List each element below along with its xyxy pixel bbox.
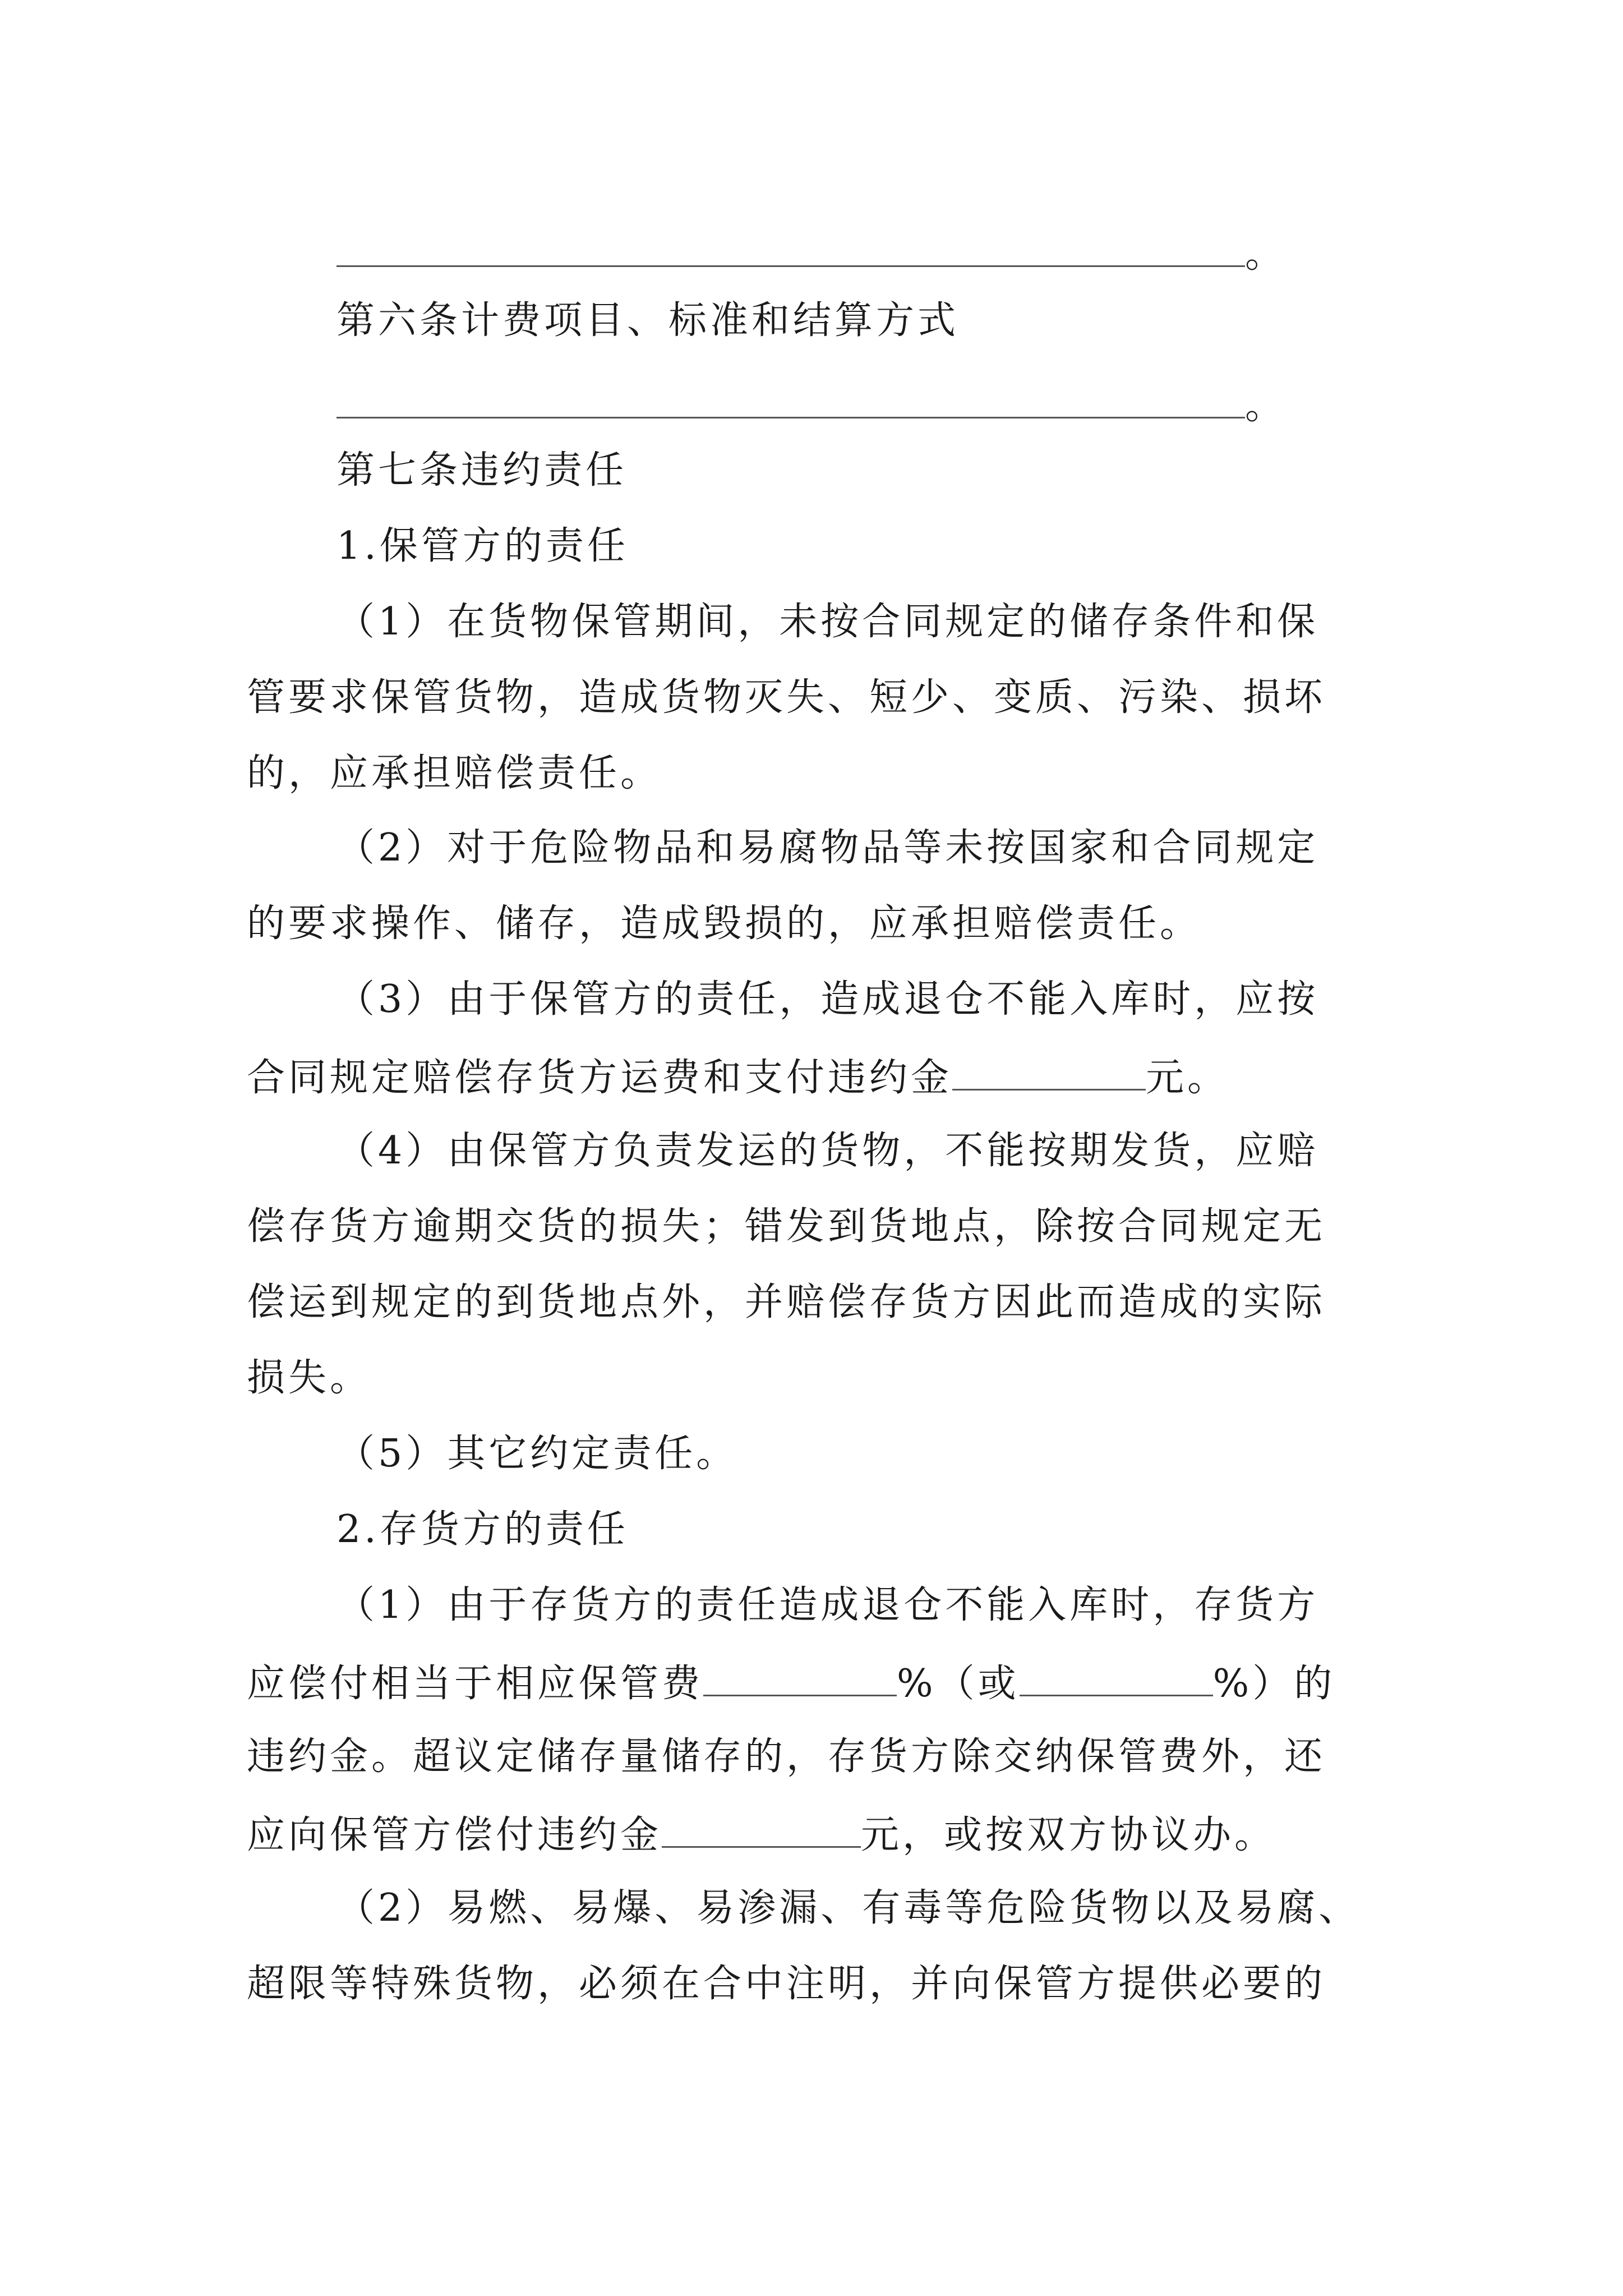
fill-in-blank [662, 1814, 861, 1848]
text-segment: 1.保管方的责任 [336, 524, 629, 568]
paragraph-line [247, 1734, 1326, 1779]
text-segment: （1）在货物保管期间，未按合同规定的储存条件和保 [336, 600, 1319, 644]
blank-line-article-5-end [336, 232, 1287, 277]
text-segment: （2）对于危险物品和易腐物品等未按国家和合同规定 [336, 826, 1319, 870]
text-segment: 。 [1245, 232, 1287, 277]
fill-in-blank [703, 1662, 897, 1696]
paragraph-line [336, 1129, 1319, 1173]
text-segment: 第六条计费项目、标准和结算方式 [336, 298, 960, 343]
text-segment: 管要求保管货物，造成货物灭失、短少、变质、污染、损坏 [247, 675, 1326, 720]
paragraph-line [247, 1204, 1326, 1249]
fill-in-blank [336, 233, 1245, 267]
text-segment: 合同规定赔偿存货方运费和支付违约金 [247, 1056, 953, 1100]
paragraph-line [336, 1583, 1319, 1627]
blank-line-article-6 [336, 384, 1287, 428]
section-2-heading [336, 1507, 629, 1552]
paragraph-line [247, 1356, 372, 1400]
text-segment: 第七条违约责任 [336, 448, 628, 493]
article-6-heading [336, 298, 960, 343]
paragraph-line [336, 600, 1319, 644]
fill-in-blank [952, 1056, 1146, 1091]
paragraph-line [336, 826, 1319, 870]
text-segment: 2.存货方的责任 [336, 1507, 629, 1552]
paragraph-line [247, 751, 662, 795]
article-7-heading [336, 448, 628, 493]
paragraph-line [247, 1814, 1276, 1855]
fill-in-blank [1020, 1662, 1213, 1696]
text-segment: （2）易燃、易爆、易渗漏、有毒等危险货物以及易腐、 [336, 1886, 1361, 1930]
fill-in-blank [336, 384, 1245, 418]
text-segment: 元，或按双方协议办。 [861, 1813, 1276, 1857]
text-segment: （4）由保管方负责发运的货物，不能按期发货，应赔 [336, 1129, 1319, 1173]
text-segment: 违约金。超议定储存量储存的，存货方除交纳保管费外，还 [247, 1734, 1326, 1779]
text-segment: 的要求操作、储存，造成毁损的，应承担赔偿责任。 [247, 901, 1202, 946]
text-segment: 超限等特殊货物，必须在合中注明，并向保管方提供必要的 [247, 1962, 1326, 2006]
text-segment: 应向保管方偿付违约金 [247, 1813, 662, 1857]
paragraph-line [336, 977, 1319, 1022]
text-segment: （5）其它约定责任。 [336, 1432, 738, 1476]
text-segment: %（或 [897, 1662, 1020, 1706]
paragraph-line [247, 1962, 1326, 2006]
text-segment: 偿存货方逾期交货的损失；错发到货地点，除按合同规定无 [247, 1204, 1326, 1249]
paragraph-line [247, 901, 1202, 946]
text-segment: 元。 [1146, 1056, 1229, 1100]
text-segment: 。 [1245, 384, 1287, 428]
paragraph-line [247, 675, 1326, 720]
text-segment: 损失。 [247, 1356, 372, 1400]
text-segment: （3）由于保管方的责任，造成退仓不能入库时，应按 [336, 977, 1319, 1022]
text-segment: %）的 [1212, 1662, 1336, 1706]
paragraph-line [247, 1056, 1229, 1100]
text-segment: （1）由于存货方的责任造成退仓不能入库时，存货方 [336, 1583, 1319, 1627]
paragraph-line [336, 1432, 738, 1476]
text-segment: 的，应承担赔偿责任。 [247, 751, 662, 795]
paragraph-line [247, 1662, 1336, 1706]
paragraph-line [247, 1280, 1326, 1324]
text-segment: 应偿付相当于相应保管费 [247, 1662, 704, 1706]
paragraph-line [336, 1886, 1361, 1930]
text-segment: 偿运到规定的到货地点外，并赔偿存货方因此而造成的实际 [247, 1280, 1326, 1324]
section-1-heading [336, 524, 629, 568]
